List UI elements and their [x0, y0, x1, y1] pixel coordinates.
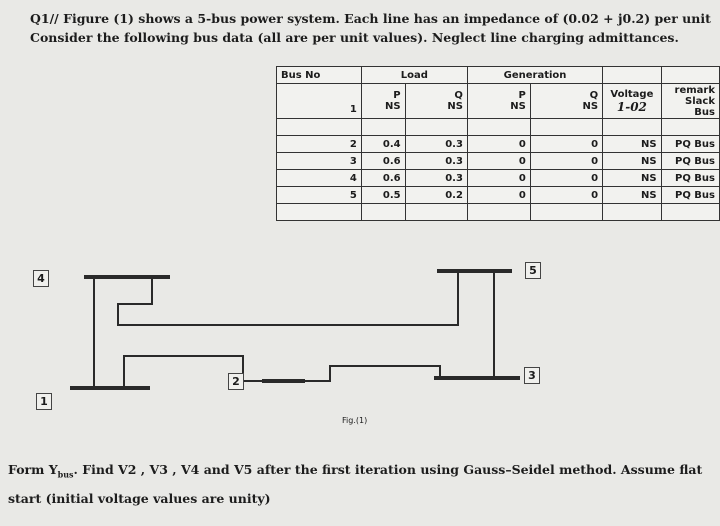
question-line-1: Q1// Figure (1) shows a 5-bus power system. Each line has an impedance of (0.02 + j0.2) per unit — [30, 11, 711, 26]
figure-caption: Fig.(1) — [342, 416, 368, 425]
row1-gen-p: P NS — [467, 84, 530, 119]
header-load: Load — [361, 67, 467, 84]
row1-bus: 1 — [277, 84, 362, 119]
task-line-2: start (initial voltage values are unity) — [8, 490, 271, 506]
table-row: 4 0.6 0.3 0 0 NS PQ Bus — [277, 170, 720, 187]
table-row: 3 0.6 0.3 0 0 NS PQ Bus — [277, 153, 720, 170]
bus-4-label: 4 — [33, 270, 49, 287]
task-line-1: Form $Y_{bus}$. Find V2 , V3 , V4 and V5 after the first iteration using Gauss–Seidel method. Assume flat — [8, 462, 703, 480]
row1-remark: remark Slack Bus — [661, 84, 719, 119]
row1-load-p: P NS — [361, 84, 405, 119]
row1-voltage: Voltage 1-02 — [603, 84, 662, 119]
line-2-3 — [298, 366, 440, 381]
line-4-5 — [118, 271, 458, 325]
row1-load-q: Q NS — [405, 84, 467, 119]
line-1-2 — [124, 356, 268, 388]
header-generation: Generation — [467, 67, 602, 84]
table-row: 2 0.4 0.3 0 0 NS PQ Bus — [277, 136, 720, 153]
bus-5-label: 5 — [525, 262, 541, 279]
task-text — [8, 458, 720, 511]
table-row: 5 0.5 0.2 0 0 NS PQ Bus — [277, 187, 720, 204]
row1-gen-q: Q NS — [530, 84, 602, 119]
bus-2-label: 2 — [228, 373, 244, 390]
question-line-2: Consider the following bus data (all are per unit values). Neglect line charging admittances. — [30, 30, 679, 45]
bus-3-label: 3 — [524, 367, 540, 384]
header-bus-no: Bus No — [277, 67, 362, 84]
bus-1-label: 1 — [36, 393, 52, 410]
